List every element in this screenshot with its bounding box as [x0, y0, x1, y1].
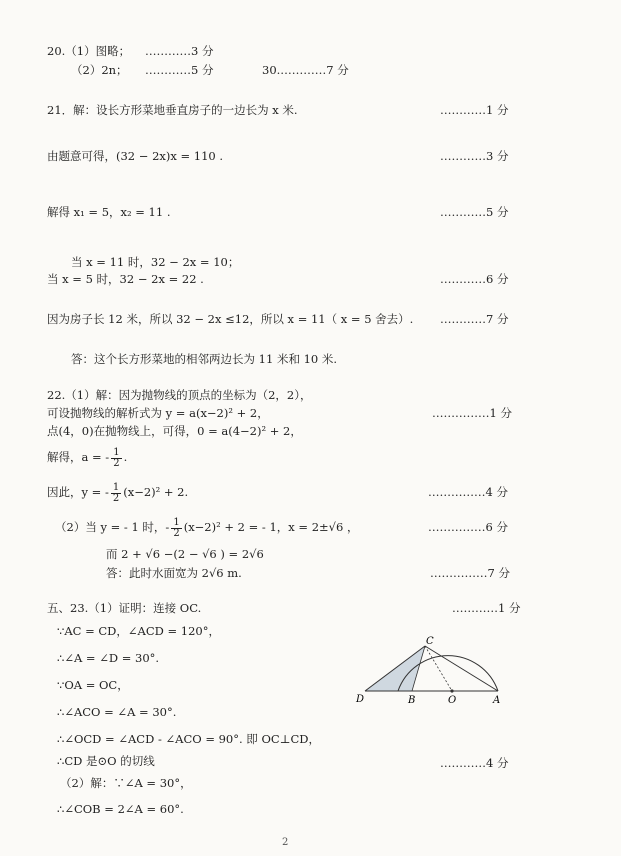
q22-line6-score: ……………6 分 [428, 520, 508, 534]
label-o: O [448, 695, 457, 706]
q23-line5: ∴∠ACO = ∠A = 30°. [57, 705, 177, 719]
label-d: D [356, 694, 365, 705]
q22-line7: 而 2 + √6 −(2 − √6 ) = 2√6 [106, 547, 264, 561]
q20-part2-score: …………5 分 [145, 63, 214, 77]
q21-equation: 由题意可得，(32 − 2x)x = 110 . [47, 149, 224, 163]
page-number: 2 [282, 837, 289, 848]
q22-line5-score: ……………4 分 [428, 485, 508, 499]
q23-line6: ∴∠OCD = ∠ACD - ∠ACO = 90°. 即 OC⊥CD， [57, 732, 321, 746]
fraction-numerator: 1 [112, 481, 120, 493]
q23-line9: ∴∠COB = 2∠A = 60°. [57, 802, 184, 816]
q21-reason-score: …………7 分 [440, 312, 509, 326]
q22-line2-score: ……………1 分 [432, 406, 512, 420]
q22-line8-score: ……………7 分 [430, 566, 510, 580]
q22-line4 [47, 445, 127, 469]
label-c: C [426, 636, 434, 647]
q23-line1: 五、23.（1）证明：连接 OC. [47, 601, 202, 615]
q22-line8: 答：此时水面宽为 2√6 m. [106, 566, 242, 580]
fraction-denominator: 2 [113, 457, 120, 469]
fraction-numerator: 1 [173, 516, 180, 528]
fraction-numerator: 1 [113, 446, 120, 458]
q21-intro: 21．解：设长方形菜地垂直房子的一边长为 x 米. [47, 103, 298, 117]
q21-solution-score: …………5 分 [440, 205, 509, 219]
center-point [450, 689, 453, 692]
line-oc-dashed [425, 646, 452, 691]
q21-reason: 因为房子长 12 米，所以 32 − 2x ≤12，所以 x = 11（ x = 5 舍去）. [47, 312, 414, 326]
q22-line1: 22.（1）解：因为抛物线的顶点的坐标为（2，2）， [47, 388, 312, 402]
q20-part2: （2）2n； [71, 63, 128, 77]
q30-score: 30.…………7 分 [262, 63, 349, 77]
q20-part1: 20.（1）图略； [47, 44, 131, 58]
geometry-figure [350, 636, 510, 708]
q21-case2: 当 x = 5 时，32 − 2x = 22 . [47, 272, 204, 286]
label-b: B [408, 695, 416, 706]
q21-solution: 解得 x₁ = 5，x₂ = 11 . [47, 205, 171, 219]
q22-line6-text: （2）当 y = - 1 时，- [55, 520, 170, 534]
q22-line3: 点(4，0)在抛物线上，可得，0 = a(4−2)² + 2， [47, 424, 302, 438]
q22-line6-end: (x−2)² + 2 = - 1，x = 2±√6 ， [183, 520, 359, 534]
q22-line5-text: 因此，y = - [47, 485, 109, 499]
fraction-one-half [111, 448, 121, 469]
q23-line2: ∵AC = CD，∠ACD = 120°， [57, 624, 220, 638]
q21-case-score: …………6 分 [440, 272, 509, 286]
q23-line7-score: …………4 分 [440, 756, 509, 770]
q22-line5-end: (x−2)² + 2. [123, 485, 189, 499]
label-a: A [493, 695, 501, 706]
q21-intro-score: …………1 分 [440, 103, 509, 117]
fraction-denominator: 2 [112, 492, 120, 504]
q22-line5 [47, 480, 188, 504]
q23-line3: ∴∠A = ∠D = 30°. [57, 651, 160, 665]
q22-line4-text: 解得，a = - [47, 450, 110, 464]
q23-line4: ∵OA = OC， [57, 678, 129, 692]
q23-line8: （2）解：∵∠A = 30°， [60, 776, 192, 790]
q23-line7: ∴CD 是⊙O 的切线 [57, 754, 155, 768]
fraction-denominator: 2 [173, 527, 180, 539]
q23-line1-score: …………1 分 [452, 601, 521, 615]
line-ca [425, 646, 498, 691]
q22-line4-end: . [123, 450, 128, 464]
q21-case1: 当 x = 11 时，32 − 2x = 10； [71, 255, 240, 269]
fraction-one-half [171, 518, 181, 539]
fraction-one-half [111, 483, 121, 504]
q22-line2: 可设抛物线的解析式为 y = a(x−2)² + 2， [47, 406, 269, 420]
q21-equation-score: …………3 分 [440, 149, 509, 163]
q20-part1-score: …………3 分 [145, 44, 214, 58]
q22-line6 [55, 515, 358, 539]
q21-answer: 答：这个长方形菜地的相邻两边长为 11 米和 10 米. [71, 352, 338, 366]
